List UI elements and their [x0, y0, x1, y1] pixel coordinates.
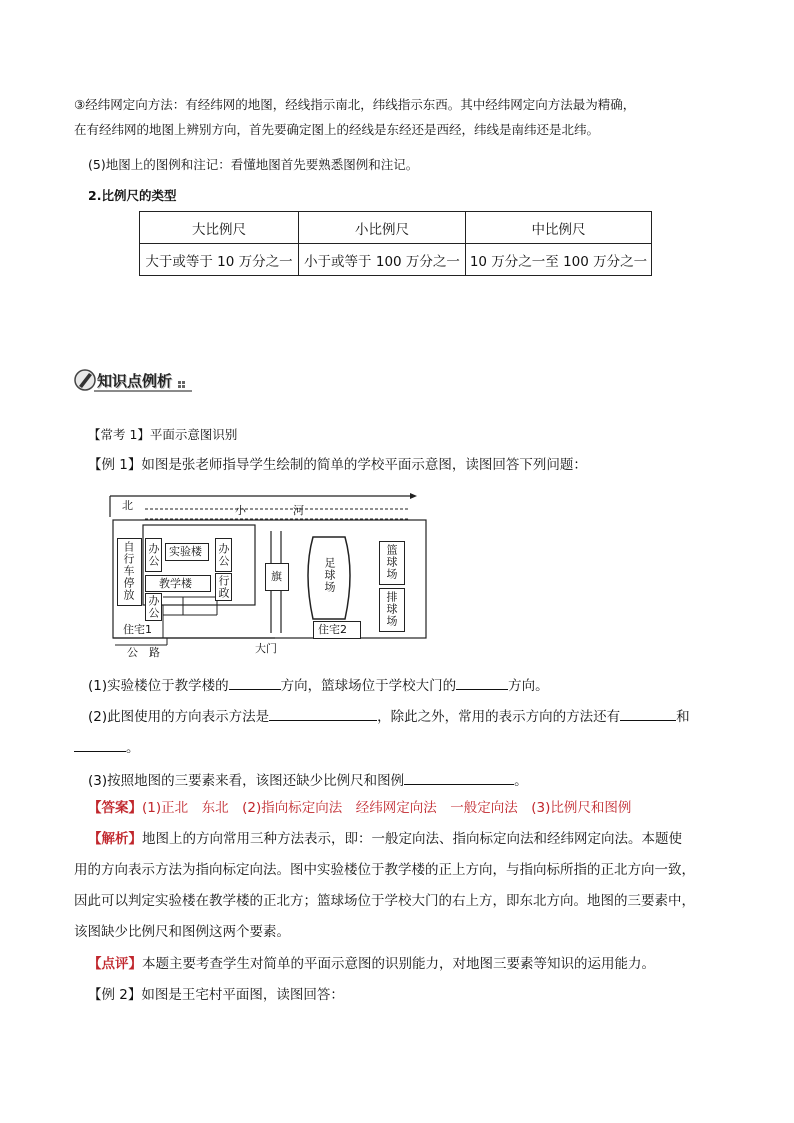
question-2-part-c: 和: [676, 709, 690, 725]
analysis-text-1: 地图上的方向常用三种方法表示，即：一般定向法、指向标定向法和经纬网定向法。本题使: [142, 831, 682, 847]
school-plan-diagram: [105, 493, 435, 663]
section-heading: [74, 367, 196, 393]
flag-box: [265, 563, 289, 591]
answer-blank: [456, 675, 508, 690]
admin-label: 行政: [217, 575, 230, 599]
table-cell: 大于或等于 10 万分之一: [140, 244, 299, 276]
bike-parking-label: 自行车停放: [122, 541, 135, 601]
scale-table: [139, 211, 652, 276]
table-header-cell: 小比例尺: [299, 212, 466, 244]
question-3: [88, 770, 528, 791]
question-1-part-c: 方向。: [508, 678, 549, 694]
road-label-2: 路: [149, 646, 160, 659]
question-2: [88, 706, 690, 727]
question-2-part-a: (2)此图使用的方向表示方法是: [88, 709, 270, 725]
analysis-line-3: 因此可以判定实验楼在教学楼的正北方；篮球场位于学校大门的右上方，即东北方向。地图的三要素中，: [74, 893, 695, 909]
comment-text: 本题主要考查学生对简单的平面示意图的识别能力，对地图三要素等知识的运用能力。: [142, 956, 655, 972]
flag-label: 旗: [271, 570, 282, 583]
office-label-3: 办公: [147, 595, 160, 619]
answer-blank: [269, 706, 377, 721]
analysis-line-4: 该图缺少比例尺和图例这两个要素。: [74, 924, 290, 940]
volleyball-court: [379, 588, 405, 632]
question-3-part-b: 。: [514, 773, 528, 789]
basketball-court: [379, 541, 405, 585]
football-field-label: 足球场: [323, 557, 336, 593]
bike-parking: [117, 538, 142, 606]
intro-line-2: 在有经纬网的地图上辨别方向，首先要确定图上的经线是东经还是西经，纬线是南纬还是北纬。: [74, 122, 600, 137]
river-label-1: 小: [235, 504, 246, 517]
answer-blank: [74, 737, 126, 752]
house1-label: 住宅1: [123, 623, 152, 636]
answer-blank: [620, 706, 676, 721]
teaching-label: 教学楼: [159, 577, 192, 590]
intro-line-3: (5)地图上的图例和注记：看懂地图首先要熟悉图例和注记。: [88, 157, 419, 172]
basketball-label: 篮球场: [385, 544, 398, 580]
intro-line-1: ③经纬网定向方法：有经纬网的地图，经线指示南北，纬线指示东西。其中经纬网定向方法最为精确，: [74, 97, 636, 112]
answer-blank: [229, 675, 281, 690]
example1-topic: 【常考 1】平面示意图识别: [88, 427, 238, 442]
comment-line: [88, 954, 655, 974]
answer-line: [88, 798, 631, 818]
answer-blank: [404, 770, 514, 785]
volleyball-label: 排球场: [385, 591, 398, 627]
section-title: 知识点例析: [97, 372, 173, 390]
teaching-building: [145, 575, 211, 592]
example2-prompt: 【例 2】如图是王宅村平面图，读图回答：: [88, 987, 344, 1003]
office-building-2: [215, 538, 232, 572]
analysis-line-2: 用的方向表示方法为指向标定向法。图中实验楼位于教学楼的正上方向，与指向标所指的正北方向一致，: [74, 862, 695, 878]
heading-scale-types: 2.比例尺的类型: [88, 188, 177, 203]
question-2-part-b: ，除此之外，常用的表示方向的方法还有: [377, 709, 621, 725]
table-row: [140, 244, 652, 276]
question-3-part-a: (3)按照地图的三要素来看，该图还缺少比例尺和图例: [88, 773, 405, 789]
office-building-1: [145, 538, 162, 572]
question-2-continued: [74, 737, 140, 758]
example1-prompt: 【例 1】如图是张老师指导学生绘制的简单的学校平面示意图，读图回答下列问题：: [88, 457, 587, 473]
river-label-2: 河: [293, 504, 304, 517]
admin-building: [215, 573, 232, 601]
north-label: 北: [122, 499, 133, 512]
office-label-2: 办公: [217, 543, 230, 567]
answer-tag: 【答案】: [88, 800, 142, 816]
table-header-cell: 中比例尺: [466, 212, 652, 244]
table-cell: 10 万分之一至 100 万分之一: [466, 244, 652, 276]
office-label-1: 办公: [147, 543, 160, 567]
answer-text: (1)正北 东北 (2)指向标定向法 经纬网定向法 一般定向法 (3)比例尺和图例: [142, 800, 632, 816]
analysis-line-1: [88, 829, 682, 849]
lab-label: 实验楼: [169, 545, 202, 558]
question-2-part-d: 。: [126, 740, 140, 756]
office-building-3: [145, 593, 162, 621]
road-label-1: 公: [127, 646, 138, 659]
table-cell: 小于或等于 100 万分之一: [299, 244, 466, 276]
house2-box: [313, 621, 361, 639]
gate-label: 大门: [255, 642, 277, 655]
question-1-part-b: 方向，篮球场位于学校大门的: [280, 678, 457, 694]
question-1: [88, 675, 549, 696]
lab-building: [165, 543, 209, 561]
table-row: [140, 212, 652, 244]
comment-tag: 【点评】: [88, 956, 142, 972]
house2-label: 住宅2: [318, 623, 347, 636]
analysis-tag: 【解析】: [88, 831, 142, 847]
table-header-cell: 大比例尺: [140, 212, 299, 244]
question-1-part-a: (1)实验楼位于教学楼的: [88, 678, 229, 694]
